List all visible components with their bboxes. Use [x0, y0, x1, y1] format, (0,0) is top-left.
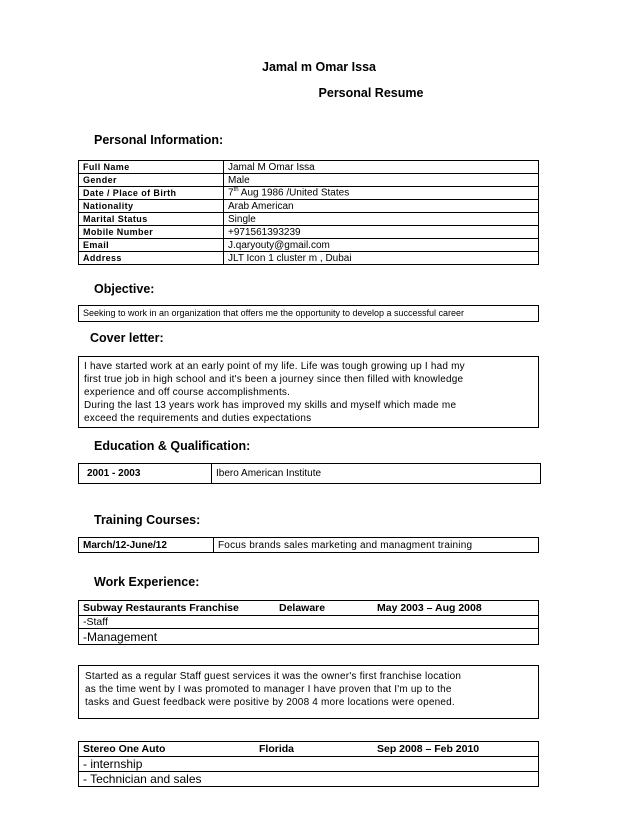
job-2-location: Florida — [259, 743, 295, 755]
table-row — [79, 161, 539, 174]
cover-line: I have started work at an early point of my life. Life was tough growing up I had my — [84, 361, 465, 372]
training-course: Focus brands sales marketing and managment training — [214, 538, 539, 553]
nationality-label: Nationality — [79, 200, 224, 213]
description-line: as the time went by I was promoted to manager I have proven that I'm up to the — [85, 684, 452, 695]
table-row — [79, 187, 539, 200]
full-name-label: Full Name — [79, 161, 224, 174]
table-row — [79, 772, 539, 787]
table-row — [79, 213, 539, 226]
cover-line: exceed the requirements and duties expectations — [84, 413, 312, 424]
job-1-role: -Management — [79, 629, 539, 645]
gender-value: Male — [224, 174, 539, 187]
mobile-label: Mobile Number — [79, 226, 224, 239]
birth-label: Date / Place of Birth — [79, 187, 224, 200]
education-heading: Education & Qualification: — [94, 439, 251, 453]
work-heading: Work Experience: — [94, 575, 200, 589]
gender-label: Gender — [79, 174, 224, 187]
personal-info-table — [78, 160, 539, 265]
job-1-role: -Staff — [79, 616, 539, 629]
email-value: J.qaryouty@gmail.com — [224, 239, 539, 252]
description-line: Started as a regular Staff guest services it was the owner's first franchise location — [85, 671, 462, 682]
table-row — [79, 757, 539, 772]
nationality-value: Arab American — [224, 200, 539, 213]
resume-subtitle: Personal Resume — [318, 86, 424, 100]
job-2-table — [78, 741, 539, 787]
marital-label: Marital Status — [79, 213, 224, 226]
table-row — [79, 174, 539, 187]
table-row — [79, 629, 539, 645]
address-label: Address — [79, 252, 224, 265]
job-2-company: Stereo One Auto — [83, 743, 166, 755]
full-name-value: Jamal M Omar Issa — [224, 161, 539, 174]
table-row — [79, 239, 539, 252]
training-table — [78, 537, 539, 553]
table-row — [79, 538, 539, 553]
training-period: March/12-June/12 — [79, 538, 214, 553]
job-1-table — [78, 600, 539, 645]
cover-line: first true job in high school and it's been a journey since then filled with knowledge — [84, 374, 464, 385]
cover-letter-box — [78, 356, 539, 428]
job-2-dates: Sep 2008 – Feb 2010 — [377, 743, 480, 755]
objective-text: Seeking to work in an organization that offers me the opportunity to develop a successful career — [78, 305, 539, 322]
resume-name: Jamal m Omar Issa — [262, 60, 376, 74]
job-1-location: Delaware — [279, 602, 326, 614]
table-row — [79, 200, 539, 213]
education-institute: Ibero American Institute — [212, 464, 541, 484]
description-line: tasks and Guest feedback were positive by 2008 4 more locations were opened. — [85, 697, 455, 708]
marital-value: Single — [224, 213, 539, 226]
cover-letter-heading: Cover letter: — [90, 331, 164, 345]
job-1-description — [78, 665, 539, 719]
table-row — [79, 226, 539, 239]
personal-info-heading: Personal Information: — [94, 133, 224, 147]
cover-line: During the last 13 years work has improved my skills and myself which made me — [84, 400, 457, 411]
job-2-role: - internship — [79, 757, 539, 772]
education-period: 2001 - 2003 — [79, 464, 212, 484]
table-row — [79, 742, 539, 757]
birth-day-suffix: th — [233, 187, 239, 194]
table-row — [79, 601, 539, 616]
job-1-dates: May 2003 – Aug 2008 — [377, 602, 482, 614]
mobile-value: +971561393239 — [224, 226, 539, 239]
birth-rest: Aug 1986 /United States — [238, 187, 350, 199]
birth-day: 7 — [228, 187, 234, 199]
job-1-company: Subway Restaurants Franchise — [83, 602, 239, 614]
table-row — [79, 464, 541, 484]
address-value: JLT Icon 1 cluster m , Dubai — [224, 252, 539, 265]
training-heading: Training Courses: — [94, 513, 201, 527]
job-2-role: - Technician and sales — [79, 772, 539, 787]
birth-value — [224, 187, 539, 200]
education-table — [78, 463, 541, 484]
email-label: Email — [79, 239, 224, 252]
table-row — [79, 616, 539, 629]
table-row — [79, 252, 539, 265]
objective-heading: Objective: — [94, 282, 155, 296]
cover-line: experience and off course accomplishments. — [84, 387, 291, 398]
